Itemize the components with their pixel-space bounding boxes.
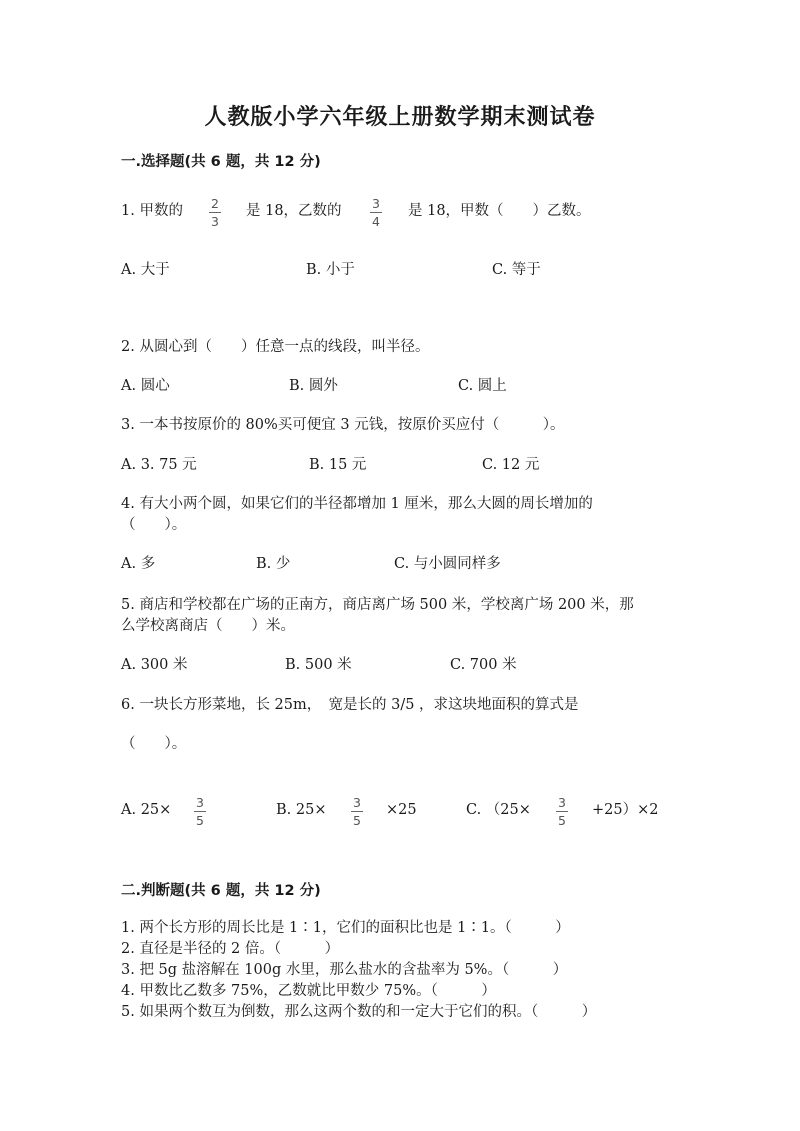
q1-fraction-3-4 — [368, 196, 384, 229]
q1-text-part1: 1. 甲数的 — [121, 203, 183, 219]
q6-option-c-fraction — [554, 795, 570, 828]
fraction-denominator: 4 — [372, 214, 380, 229]
q6-option-b[interactable]: B. 25× — [276, 802, 327, 818]
q4-text-line1: 4. 有大小两个圆，如果它们的半径都增加 1 厘米，那么大圆的周长增加的 — [121, 496, 593, 512]
q5-option-b[interactable]: B. 500 米 — [285, 657, 352, 673]
judge-item-5: 5. 如果两个数互为倒数，那么这两个数的和一定大于它们的积。（ ） — [121, 1004, 597, 1020]
fraction-numerator: 2 — [211, 196, 219, 211]
q3-option-c[interactable]: C. 12 元 — [482, 457, 540, 473]
judge-item-1: 1. 两个长方形的周长比是 1∶1，它们的面积比也是 1∶1。（ ） — [121, 920, 570, 936]
judge-item-4: 4. 甲数比乙数多 75%，乙数就比甲数少 75%。（ ） — [121, 983, 496, 999]
fraction-denominator: 5 — [558, 813, 566, 828]
page-title: 人教版小学六年级上册数学期末测试卷 — [204, 105, 596, 130]
fraction-bar — [194, 811, 206, 812]
q2-text: 2. 从圆心到（ ）任意一点的线段，叫半径。 — [121, 339, 430, 355]
q6-option-c-suffix: +25）×2 — [592, 802, 659, 818]
judge-item-3: 3. 把 5g 盐溶解在 100g 水里，那么盐水的含盐率为 5%。（ ） — [121, 962, 568, 978]
fraction-numerator: 3 — [558, 795, 566, 810]
fraction-numerator: 3 — [353, 795, 361, 810]
q4-option-c[interactable]: C. 与小圆同样多 — [394, 556, 501, 572]
q6-option-b-suffix: ×25 — [386, 802, 417, 818]
q6-text-line2: （ ）。 — [121, 736, 187, 752]
q3-option-b[interactable]: B. 15 元 — [309, 457, 367, 473]
fraction-denominator: 5 — [196, 813, 204, 828]
q1-option-a[interactable]: A. 大于 — [121, 262, 170, 278]
q1-text-part3: 是 18，甲数（ ）乙数。 — [408, 203, 591, 219]
q5-option-a[interactable]: A. 300 米 — [121, 657, 188, 673]
fraction-numerator: 3 — [372, 196, 380, 211]
q4-option-a[interactable]: A. 多 — [121, 556, 156, 572]
fraction-bar — [556, 811, 568, 812]
fraction-numerator: 3 — [196, 795, 204, 810]
q6-option-c[interactable]: C. （25× — [466, 802, 531, 818]
q5-text-line1: 5. 商店和学校都在广场的正南方，商店离广场 500 米，学校离广场 200 米，那 — [121, 597, 634, 613]
fraction-denominator: 5 — [353, 813, 361, 828]
q5-option-c[interactable]: C. 700 米 — [450, 657, 517, 673]
q4-text-line2: （ ）。 — [121, 517, 187, 533]
q4-option-b[interactable]: B. 少 — [256, 556, 291, 572]
q2-option-b[interactable]: B. 圆外 — [289, 378, 338, 394]
q5-text-line2: 么学校离商店（ ）米。 — [121, 618, 295, 634]
q3-option-a[interactable]: A. 3. 75 元 — [121, 457, 197, 473]
q1-fraction-2-3 — [207, 196, 223, 229]
q1-option-b[interactable]: B. 小于 — [306, 262, 355, 278]
fraction-bar — [209, 212, 221, 213]
q1-text-part2: 是 18，乙数的 — [246, 203, 342, 219]
q6-option-b-fraction — [349, 795, 365, 828]
fraction-bar — [351, 811, 363, 812]
judge-item-2: 2. 直径是半径的 2 倍。（ ） — [121, 941, 340, 957]
section-2-heading: 二.判断题(共 6 题，共 12 分) — [121, 883, 321, 899]
fraction-bar — [370, 212, 382, 213]
q1-option-c[interactable]: C. 等于 — [492, 262, 541, 278]
q6-option-a[interactable]: A. 25× — [121, 802, 172, 818]
fraction-denominator: 3 — [211, 214, 219, 229]
section-1-heading: 一.选择题(共 6 题，共 12 分) — [121, 154, 321, 170]
q6-text-line1: 6. 一块长方形菜地，长 25m， 宽是长的 3/5 ，求这块地面积的算式是 — [121, 697, 579, 713]
q3-text: 3. 一本书按原价的 80%买可便宜 3 元钱，按原价买应付（ ）。 — [121, 417, 565, 433]
q2-option-a[interactable]: A. 圆心 — [121, 378, 170, 394]
q6-option-a-fraction — [192, 795, 208, 828]
q2-option-c[interactable]: C. 圆上 — [458, 378, 507, 394]
